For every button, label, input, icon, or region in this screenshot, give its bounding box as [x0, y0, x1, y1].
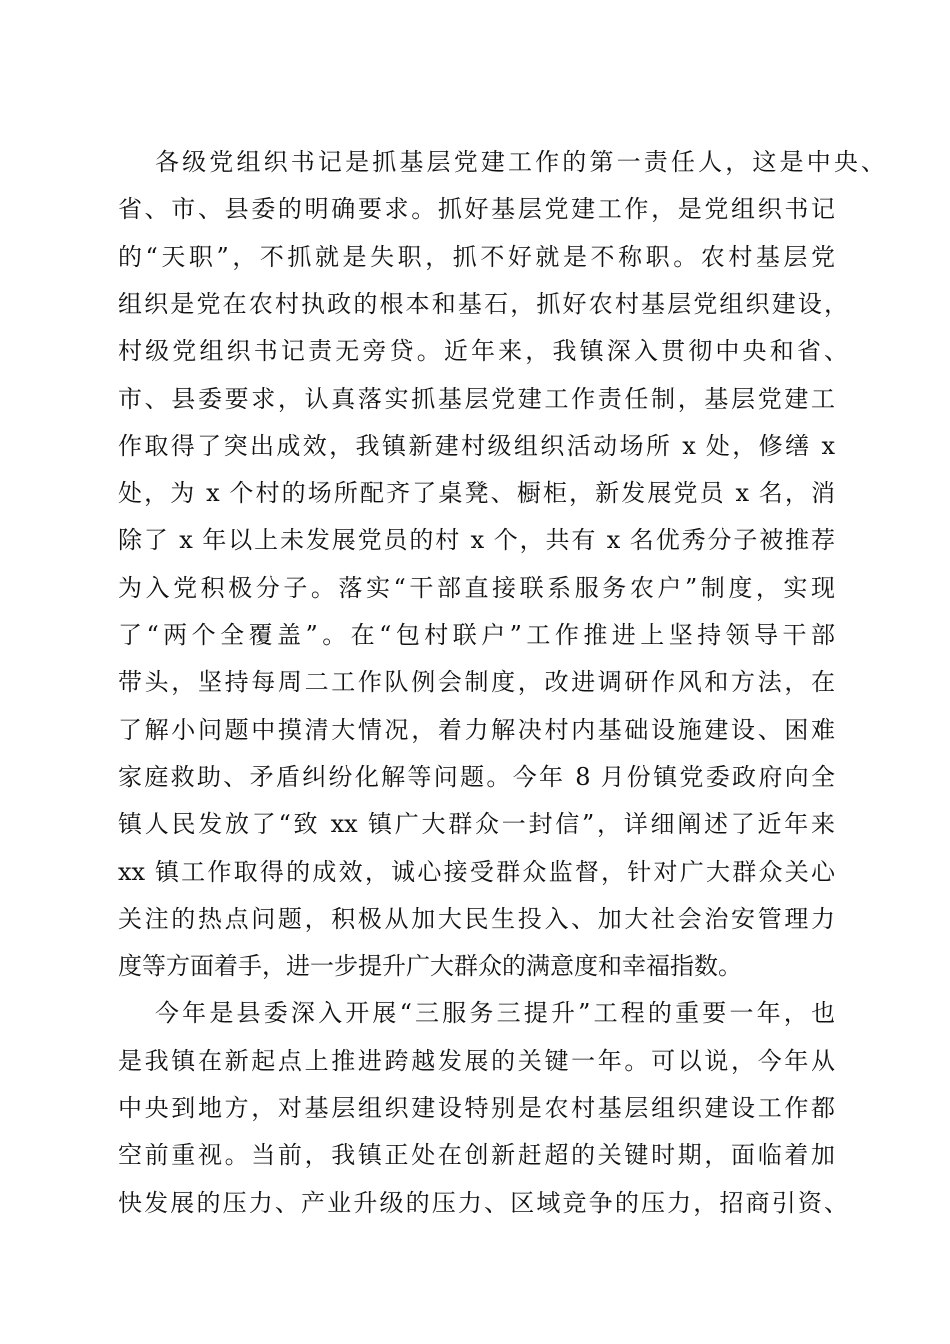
- paragraph-1-line: 了“两个全覆盖”。在“包村联户”工作推进上坚持领导干部: [118, 621, 835, 649]
- paragraph-1-line: 带头，坚持每周二工作队例会制度，改进调研作风和方法，在: [118, 668, 835, 697]
- paragraph-1-line: 家庭救助、矛盾纠纷化解等问题。今年 8 月份镇党委政府向全: [118, 762, 835, 791]
- paragraph-1-line: 为入党积极分子。落实“干部直接联系服务农户”制度，实现: [118, 573, 835, 602]
- paragraph-1-line: 关注的热点问题，积极从加大民生投入、加大社会治安管理力: [118, 904, 835, 933]
- paragraph-1-line: 省、市、县委的明确要求。抓好基层党建工作，是党组织书记: [118, 195, 835, 224]
- paragraph-1-line: 除了 x 年以上未发展党员的村 x 个，共有 x 名优秀分子被推荐: [118, 526, 835, 555]
- paragraph-1-line: 度等方面着手，进一步提升广大群众的满意度和幸福指数。: [118, 952, 742, 981]
- paragraph-1-line: 作取得了突出成效，我镇新建村级组织活动场所 x 处，修缮 x: [118, 431, 835, 460]
- paragraph-2-line: 中央到地方，对基层组织建设特别是农村基层组织建设工作都: [118, 1094, 835, 1122]
- paragraph-2-line: 快发展的压力、产业升级的压力、区域竞争的压力，招商引资、: [118, 1188, 848, 1217]
- paragraph-2-line: 今年是县委深入开展“三服务三提升”工程的重要一年，也: [155, 999, 835, 1028]
- paragraph-1-line: 组织是党在农村执政的根本和基石，抓好农村基层党组织建设，: [118, 289, 848, 318]
- paragraph-2-line: 空前重视。当前，我镇正处在创新赶超的关键时期，面临着加: [118, 1141, 835, 1170]
- paragraph-1-line: 各级党组织书记是抓基层党建工作的第一责任人，这是中央、: [155, 148, 885, 176]
- paragraph-1-line: 镇人民发放了“致 xx 镇广大群众一封信”，详细阐述了近年来: [118, 810, 835, 839]
- paragraph-1-line: 处，为 x 个村的场所配齐了桌凳、橱柜，新发展党员 x 名，消: [118, 479, 835, 508]
- paragraph-1-line: xx 镇工作取得的成效，诚心接受群众监督，针对广大群众关心: [118, 857, 835, 886]
- paragraph-1-line: 村级党组织书记责无旁贷。近年来，我镇深入贯彻中央和省、: [118, 337, 848, 366]
- paragraph-1-line: 市、县委要求，认真落实抓基层党建工作责任制，基层党建工: [118, 384, 835, 413]
- paragraph-2-line: 是我镇在新起点上推进跨越发展的关键一年。可以说，今年从: [118, 1046, 835, 1075]
- paragraph-1-line: 了解小问题中摸清大情况，着力解决村内基础设施建设、困难: [118, 715, 835, 744]
- paragraph-1-line: 的“天职”，不抓就是失职，抓不好就是不称职。农村基层党: [118, 242, 835, 271]
